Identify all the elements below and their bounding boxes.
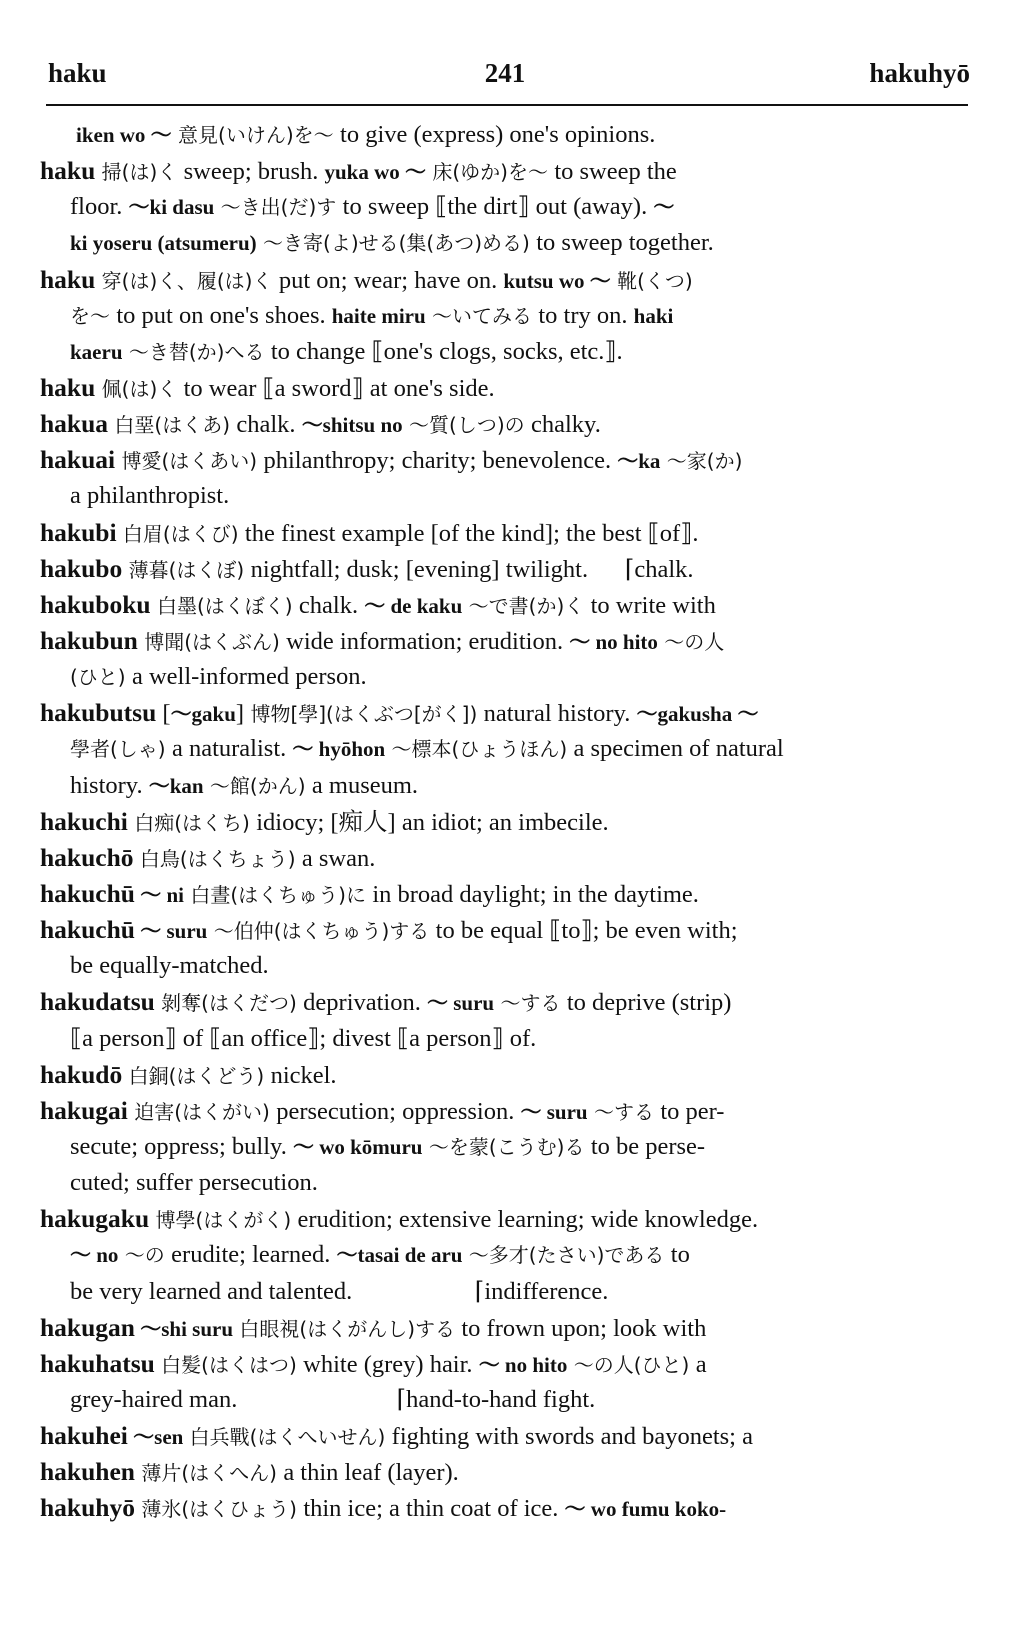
japanese-text: ～質(しつ)の <box>402 413 531 438</box>
japanese-text: 靴(くつ) <box>610 268 693 293</box>
english-gloss: a swan. <box>301 844 376 872</box>
english-gloss: in broad daylight; in the daytime. <box>372 880 699 908</box>
english-gloss: to give (express) one's opinions. <box>340 121 656 148</box>
english-gloss: to sweep ⟦the dirt⟧ out (away). <box>342 193 654 221</box>
entry-line <box>40 370 968 406</box>
entry-line <box>40 406 968 442</box>
entry-line <box>40 912 968 948</box>
japanese-text: ～き替(か)へる <box>122 339 271 364</box>
english-gloss: to put on one's shoes. <box>116 301 332 329</box>
headword: hakuhen <box>40 1457 135 1487</box>
english-gloss: to be equal ⟦to⟧; be even with; <box>435 917 738 945</box>
romanized-phrase: yuka wo ～ <box>324 160 427 185</box>
english-gloss: erudite; learned. <box>171 1241 337 1269</box>
english-gloss: grey-haired man. ⌈hand-to-hand fight. <box>70 1385 596 1413</box>
english-gloss: sweep; brush. <box>183 158 325 186</box>
entry-continuation-line <box>40 117 968 153</box>
right-guide-word: hakuhyō <box>869 58 970 88</box>
romanized-phrase: iken wo ～ <box>76 123 172 147</box>
japanese-text: 床(ゆか)を～ <box>426 160 555 185</box>
entry-line <box>40 1418 968 1454</box>
headword: hakudatsu <box>40 987 155 1017</box>
entry-line <box>40 515 968 551</box>
english-gloss: history. <box>70 771 149 799</box>
japanese-text: 博愛(はくあい) <box>115 449 264 474</box>
japanese-text: ～の <box>118 1243 172 1268</box>
entry-continuation-line <box>40 768 968 804</box>
entry-continuation-line <box>40 1274 968 1310</box>
romanized-phrase: ～shitsu no <box>301 413 403 438</box>
english-gloss: to frown upon; look with <box>461 1314 707 1342</box>
romanized-phrase: haki <box>633 303 674 328</box>
headword: hakubutsu <box>40 698 157 728</box>
english-gloss: secute; oppress; bully. <box>70 1132 293 1160</box>
english-gloss: thin ice; a thin coat of ice. <box>303 1495 565 1523</box>
japanese-text: 迫害(はくがい) <box>127 1099 277 1124</box>
japanese-text: 掃(は)く <box>95 160 184 185</box>
headword: hakuhatsu <box>40 1348 155 1378</box>
headword: hakuchū <box>40 878 135 908</box>
japanese-text: 剝奪(はくだつ) <box>154 991 304 1016</box>
japanese-text: ～する <box>494 991 567 1016</box>
entry-line <box>40 984 968 1020</box>
japanese-text: 白墨(はくぼく) <box>150 593 299 618</box>
entry-line <box>40 1310 968 1346</box>
japanese-text: ～の人(ひと) <box>567 1352 696 1377</box>
english-gloss: nickel. <box>270 1061 337 1089</box>
japanese-text: 白晝(はくちゅう)に <box>184 882 373 907</box>
romanized-phrase: ～shi suru <box>134 1316 234 1341</box>
entry-line <box>40 1057 968 1093</box>
headword: hakubi <box>40 517 117 547</box>
japanese-text: ～を蒙(こうむ)る <box>422 1134 591 1159</box>
japanese-text: ～標本(ひょうほん) <box>385 737 574 762</box>
japanese-text: 白鳥(はくちょう) <box>133 846 302 871</box>
english-gloss: deprivation. <box>303 989 427 1017</box>
entry-continuation-line <box>40 189 968 225</box>
romanized-phrase: kutsu wo ～ <box>503 268 611 293</box>
english-gloss: to per- <box>660 1097 725 1125</box>
japanese-text: を～ <box>70 303 117 328</box>
japanese-text: 薄片(はくへん) <box>134 1461 284 1486</box>
japanese-text: 白眼視(はくがんし)する <box>233 1316 462 1341</box>
headword: hakuchi <box>40 806 128 836</box>
headword: haku <box>40 156 96 186</box>
japanese-text: ～家(か) <box>660 449 743 474</box>
headword: hakua <box>40 409 109 439</box>
english-gloss: a <box>695 1350 707 1378</box>
english-gloss: to sweep together. <box>536 229 714 257</box>
english-gloss: white (grey) hair. <box>303 1350 479 1378</box>
entry-line <box>40 1346 968 1382</box>
english-gloss: a well-informed person. <box>131 663 367 691</box>
entry-line <box>40 623 968 659</box>
entry-continuation-line <box>40 948 968 984</box>
entry-continuation-line <box>40 1237 968 1273</box>
english-gloss: [ <box>156 700 171 728</box>
english-gloss: be equally-matched. <box>70 952 269 980</box>
japanese-text: 學者(しゃ) <box>70 737 172 762</box>
headword: hakuchū <box>40 915 135 945</box>
english-gloss: natural history. <box>483 700 637 728</box>
japanese-text: 博學(はくがく) <box>149 1208 298 1233</box>
english-gloss: ] <box>235 700 245 728</box>
entry-line <box>40 1201 968 1237</box>
entry-continuation-line <box>40 478 968 514</box>
romanized-phrase: ～sen <box>127 1425 184 1450</box>
headword: haku <box>40 264 96 294</box>
japanese-text: ～き寄(よ)せる(集(あつ)める) <box>256 231 537 256</box>
entry-line <box>40 1454 968 1490</box>
entry-line <box>40 153 968 189</box>
romanized-phrase: haite miru <box>331 303 426 328</box>
entry-continuation-line <box>40 225 968 261</box>
japanese-text: 白痴(はくち) <box>127 810 257 835</box>
japanese-text: 佩(は)く <box>95 376 184 401</box>
entry-continuation-line <box>40 731 968 767</box>
entry-continuation-line <box>40 298 968 334</box>
headword: hakubun <box>40 625 138 655</box>
headword: haku <box>40 372 96 402</box>
english-gloss: nightfall; dusk; [evening] twilight. ⌈chalk. <box>250 555 694 583</box>
romanized-phrase: ～tasai de aru <box>336 1243 463 1268</box>
english-gloss: to deprive (strip) <box>566 989 732 1017</box>
english-gloss: chalky. <box>530 411 601 439</box>
english-gloss: philanthropy; charity; benevolence. <box>263 447 618 475</box>
japanese-text: ～する <box>587 1099 661 1124</box>
entry-continuation-line <box>40 1129 968 1165</box>
english-gloss: to write with <box>590 591 716 619</box>
romanized-phrase: ～ no hito <box>569 629 658 654</box>
entry-line <box>40 840 968 876</box>
english-gloss: to be perse- <box>590 1132 706 1160</box>
headword: hakugan <box>40 1312 135 1342</box>
entry-line <box>40 1093 968 1129</box>
entry-continuation-line <box>40 659 968 695</box>
english-gloss: to <box>670 1241 690 1269</box>
english-gloss: to try on. <box>538 301 634 329</box>
japanese-text: 博物[學](はくぶつ[がく]) <box>244 702 484 727</box>
english-gloss: a museum. <box>311 771 419 799</box>
japanese-text: 白眉(はくび) <box>116 521 245 546</box>
romanized-phrase: ～ wo kōmuru <box>292 1134 423 1159</box>
romanized-phrase: ～ suru <box>520 1099 588 1124</box>
headword: hakugai <box>40 1095 128 1125</box>
romanized-phrase: ～ <box>653 195 675 220</box>
romanized-phrase: kaeru <box>70 339 123 364</box>
japanese-text: 意見(いけん)を～ <box>171 123 341 147</box>
entry-line <box>40 551 968 587</box>
headword: hakuai <box>40 445 116 475</box>
english-gloss: persecution; oppression. <box>276 1097 521 1125</box>
japanese-text: 穿(は)く、履(は)く <box>95 268 279 293</box>
japanese-text: 白銅(はくどう) <box>122 1063 271 1088</box>
english-gloss: a philanthropist. <box>70 482 230 510</box>
entry-continuation-line <box>40 1165 968 1201</box>
japanese-text: 白髪(はくはつ) <box>154 1352 304 1377</box>
entry-continuation-line <box>40 334 968 370</box>
japanese-text: (ひと) <box>70 665 132 690</box>
romanized-phrase: ～ ni <box>134 882 184 907</box>
entry-line <box>40 587 968 623</box>
english-gloss: chalk. <box>298 591 365 619</box>
japanese-text: 博聞(はくぶん) <box>137 629 287 654</box>
japanese-text: ～の人 <box>657 629 725 654</box>
headword: hakuboku <box>40 589 151 619</box>
japanese-text: 白堊(はくあ) <box>108 413 237 438</box>
entry-line <box>40 1490 968 1526</box>
english-gloss: wide information; erudition. <box>286 627 570 655</box>
romanized-phrase: ～ suru <box>426 991 495 1016</box>
entry-line <box>40 804 968 840</box>
entry-line <box>40 442 968 478</box>
english-gloss: floor. <box>70 193 129 221</box>
romanized-phrase: ～ no <box>70 1243 119 1268</box>
entry-list <box>40 117 968 1526</box>
header-rule <box>46 104 968 106</box>
english-gloss: be very learned and talented. ⌈indifference. <box>70 1277 609 1305</box>
english-gloss: a thin leaf (layer). <box>283 1459 459 1487</box>
english-gloss: to wear ⟦a sword⟧ at one's side. <box>183 374 495 402</box>
left-guide-word: haku <box>48 58 107 88</box>
running-head <box>40 58 970 98</box>
japanese-text: ～伯仲(はくちゅう)する <box>207 919 436 944</box>
japanese-text: ～いてみる <box>425 303 539 328</box>
headword: hakubo <box>40 553 123 583</box>
english-gloss: the finest example [of the kind]; the best ⟦of⟧. <box>244 519 699 547</box>
entry-line <box>40 695 968 731</box>
headword: hakuchō <box>40 842 134 872</box>
romanized-phrase: ～ wo fumu koko- <box>564 1497 727 1522</box>
japanese-text: 薄氷(はくひょう) <box>134 1497 304 1522</box>
headword: hakuhei <box>40 1421 128 1451</box>
japanese-text: ～館(かん) <box>203 773 312 798</box>
romanized-phrase: ～ki dasu <box>128 195 215 220</box>
headword: hakugaku <box>40 1204 150 1234</box>
headword: hakuhyō <box>40 1493 135 1523</box>
english-gloss: to sweep the <box>554 158 677 186</box>
headword: hakudō <box>40 1059 123 1089</box>
english-gloss: a naturalist. <box>171 735 293 763</box>
english-gloss: ⟦a person⟧ of ⟦an office⟧; divest ⟦a person⟧ of. <box>70 1024 537 1052</box>
romanized-phrase: ～kan <box>148 773 204 798</box>
japanese-text: ～き出(だ)す <box>214 195 343 220</box>
japanese-text: 白兵戰(はくへいせん) <box>183 1425 392 1450</box>
english-gloss: a specimen of natural <box>573 735 784 763</box>
entry-continuation-line <box>40 1021 968 1057</box>
english-gloss: cuted; suffer persecution. <box>70 1169 318 1197</box>
japanese-text: ～で書(か)く <box>462 593 591 618</box>
japanese-text: 薄暮(はくぼ) <box>122 557 251 582</box>
english-gloss: erudition; extensive learning; wide knowledge. <box>297 1206 759 1234</box>
japanese-text: ～多才(たさい)である <box>462 1243 671 1268</box>
english-gloss: chalk. <box>236 411 302 439</box>
romanized-phrase: ～ suru <box>134 919 208 944</box>
english-gloss: fighting with swords and bayonets; a <box>391 1423 753 1451</box>
romanized-phrase: ～ hyōhon <box>292 737 386 762</box>
romanized-phrase: ～gakusha ～ <box>636 702 759 727</box>
entry-continuation-line <box>40 1382 968 1418</box>
romanized-phrase: ki yoseru (atsumeru) <box>70 231 257 256</box>
romanized-phrase: ～ no hito <box>478 1352 568 1377</box>
english-gloss: put on; wear; have on. <box>278 266 504 294</box>
page-number: 241 <box>484 58 526 88</box>
entry-line <box>40 876 968 912</box>
english-gloss: to change ⟦one's clogs, socks, etc.⟧. <box>270 337 623 365</box>
english-gloss: idiocy; [痴人] an idiot; an imbecile. <box>256 808 609 836</box>
entry-line <box>40 262 968 298</box>
romanized-phrase: ～ de kaku <box>364 593 463 618</box>
romanized-phrase: ～ka <box>617 449 661 474</box>
romanized-phrase: ～gaku <box>170 702 236 727</box>
